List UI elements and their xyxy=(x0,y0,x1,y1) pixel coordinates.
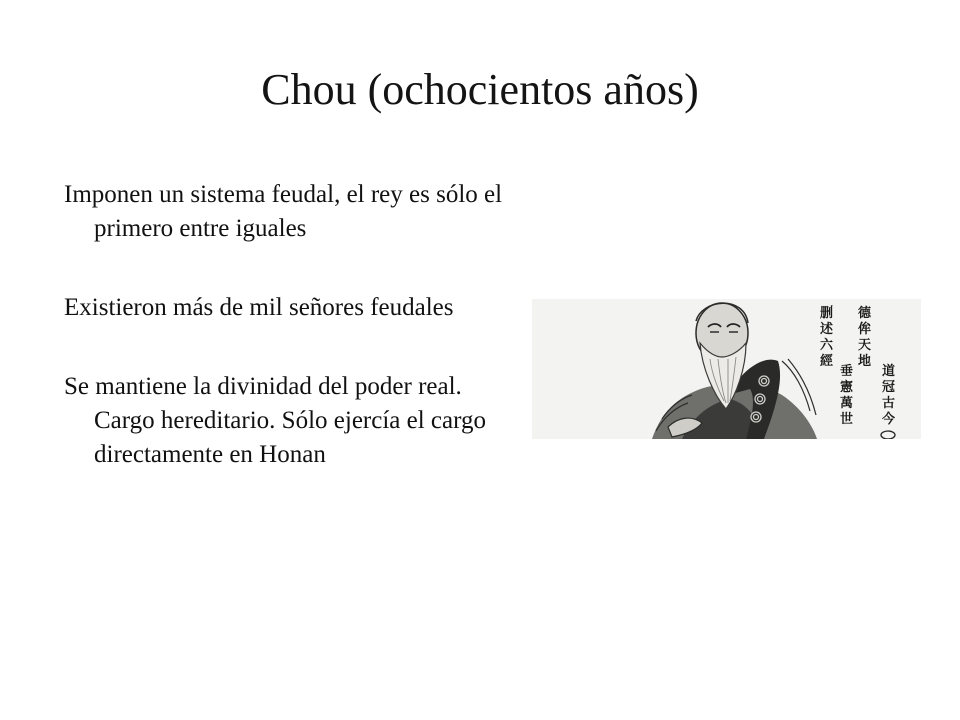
bullet-list xyxy=(64,178,504,472)
svg-text:删: 删 xyxy=(820,306,834,321)
svg-text:垂: 垂 xyxy=(840,364,854,379)
svg-text:冠: 冠 xyxy=(882,380,896,395)
svg-text:今: 今 xyxy=(882,412,896,427)
bullet-item: Se mantiene la divinidad del poder real. Cargo hereditario. Sólo ejercía el cargo directamente en Honan xyxy=(64,373,486,468)
svg-text:六: 六 xyxy=(820,338,834,353)
slide-title: Chou (ochocientos años) xyxy=(261,65,699,114)
bullet-item: Imponen un sistema feudal, el rey es sólo el primero entre iguales xyxy=(64,181,503,242)
svg-text:經: 經 xyxy=(820,354,834,369)
svg-text:侔: 侔 xyxy=(858,322,872,337)
svg-text:憲: 憲 xyxy=(840,380,854,395)
svg-text:德: 德 xyxy=(858,306,872,321)
svg-text:道: 道 xyxy=(882,364,896,379)
svg-text:述: 述 xyxy=(820,322,834,337)
svg-text:古: 古 xyxy=(882,396,896,411)
svg-text:世: 世 xyxy=(840,412,854,427)
bullet-item: Existieron más de mil señores feudales xyxy=(64,294,454,321)
svg-text:地: 地 xyxy=(858,354,872,369)
confucius-portrait-image xyxy=(532,299,921,439)
svg-text:萬: 萬 xyxy=(840,396,854,411)
svg-text:天: 天 xyxy=(858,338,872,353)
